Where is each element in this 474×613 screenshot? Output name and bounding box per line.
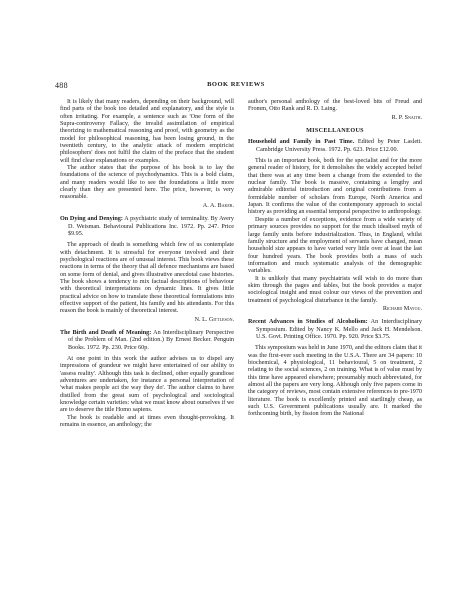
- reviewer-signature: A. A. Baker.: [202, 202, 234, 209]
- paragraph: It is unlikely that many psychiatrists will wish to do more than skim through the pages and tables, but the book provides a major sociological insight and must colour our views of the prevention and treatment of psychological disturbance in the family.: [248, 275, 422, 304]
- book-details: An Interdisciplinary Perspective of the Problem of Man. (2nd edition.) By Ernest Becker. Penguin Books. 1972. Pp. 230. Price 60p.: [68, 329, 234, 351]
- right-column: [248, 99, 422, 419]
- book-details: An Interdisciplinary Symposium. Edited by Nancy K. Mello and Jack H. Mendelson. U.S. Govt. Printing Office. 1970. Pp. 920. Price $3.75.: [256, 319, 423, 340]
- review-entry-heading: [248, 319, 422, 341]
- reviewer-signature: N. L. Gittleson.: [194, 316, 234, 323]
- book-title: On Dying and Denying:: [60, 216, 123, 223]
- paragraph: The approach of death is something which few of us contemplate with detachment. It is stressful for everyone involved and their psychological reactions are of unusual interest. This book views these reactions in terms of the theory that all defence mechanisms are based on some form of denial, and gives illustrative anecdotal case histories. The book shows a tendency to mix factual descriptions of behaviour with theoretical interpretations on dynamic lines. It gives little practical advice on how to translate these theoretical formulations into effective support of the patient, his family and his attendants. For this reason the book is mainly of theoretical interest.: [60, 242, 234, 315]
- book-title: Household and Family in Past Time.: [248, 139, 355, 146]
- book-title: Recent Advances in Studies of Alcoholism:: [248, 319, 368, 326]
- paragraph: This is an important book, both for the specialist and for the more general reader of history, for it demolishes the widely accepted belief that there was at any time been a change from the extended to the nuclear family. The book is massive, containing a lengthy and admirable editorial introduction and original contributions from a formidable number of scholars from Europe, North America and Japan. It confirms the value of the contemporary approach to social history as providing an essential temporal perspective to anthropology.: [248, 158, 422, 216]
- book-title: The Birth and Death of Meaning:: [60, 329, 152, 336]
- section-heading: MISCELLANEOUS: [306, 128, 364, 135]
- paragraph: This symposium was held in June 1970, and the editors claim that it was the first-ever such meeting in the U.S.A. There are 34 papers: 10 biochemical, 4 physiological, 11 behavioural, 5 on treatment, 2 relating to the social sciences, 2 on training. What is of value must by this time have appeared elsewhere; presumably much abbreviated, for almost all the papers are very long. Although only five papers come in the category of reviews, most contain extensive references to pre-1970 literature. The book is excellently printed and startlingly cheap, as such U.S. Government publications usually are. It marked the forthcoming birth, by fission from the National: [248, 345, 422, 418]
- paragraph: Despite a number of exceptions, evidence from a wide variety of primary sources provides no support for the much idealised myth of large family units before industrialization. Thus, in England, whilst family structure and the employment of servants have changed, mean household size appears to have varied very little over at least the last four hundred years. The book provides both a mass of such information and much systematic analysis of the demographic variables.: [248, 216, 422, 275]
- paragraph: It is likely that many readers, depending on their background, will find parts of the book too detailed and explanatory, and the style is often irritating. For example, a sentence such as 'One form of the Supra-controversy Fallacy, the invalid assimilation of empirical theorizing to mathematical reasoning and proof, with geometry as the model for philosophical reasoning, has been losing ground, in the twentieth century, to the analytic attack of modern empiricist philosophers' does not fulfil the claim of the preface that the student will find clear explanations or examples.: [60, 99, 234, 164]
- review-entry-heading: [248, 139, 422, 154]
- review-entry-heading: [60, 330, 234, 352]
- reviewer-signature: R. P. Snaith.: [391, 114, 422, 121]
- left-column: [60, 99, 234, 429]
- paragraph: The book is readable and at times even thought-provoking. It remains in essence, an anthology; the: [60, 414, 234, 429]
- running-title: BOOK REVIEWS: [207, 81, 265, 88]
- reviewer-signature: Richard Mayou.: [382, 305, 422, 312]
- book-details: A psychiatric study of terminality. By Avery D. Weisman. Behavioural Publications Inc. 1972. Pp. 247. Price $9.95.: [68, 216, 234, 237]
- paragraph: author's personal anthology of the best-loved bits of Freud and Fromm, Otto Rank and R. D. Laing.: [248, 99, 422, 113]
- paragraph: At one point in this work the author advises us to dispel any impressions of grandeur we might have entertained of our ability to 'assess reality'. Although this task is declined, other equally grandiose adventures are undertaken, for instance a personal interpretation of 'what makes people act the way they do'. The author claims to have distilled from the great sum of psychological and sociological knowledge certain varieties: what we must know about ourselves if we are to deserve the title Homo sapiens.: [60, 356, 234, 414]
- review-entry-heading: [60, 216, 234, 238]
- paragraph: The author states that the purpose of his book is to lay the foundations of the science of psychodynamics. This is a bold claim, and many readers would like to see the foundations a little more clearly than they are presented here. The price, however, is very reasonable.: [60, 165, 234, 201]
- running-header: [55, 81, 417, 93]
- page-number: 488: [55, 81, 68, 90]
- book-details: Edited by Peter Laslett. Cambridge University Press. 1972. Pp. 623. Price £12.00.: [256, 139, 422, 153]
